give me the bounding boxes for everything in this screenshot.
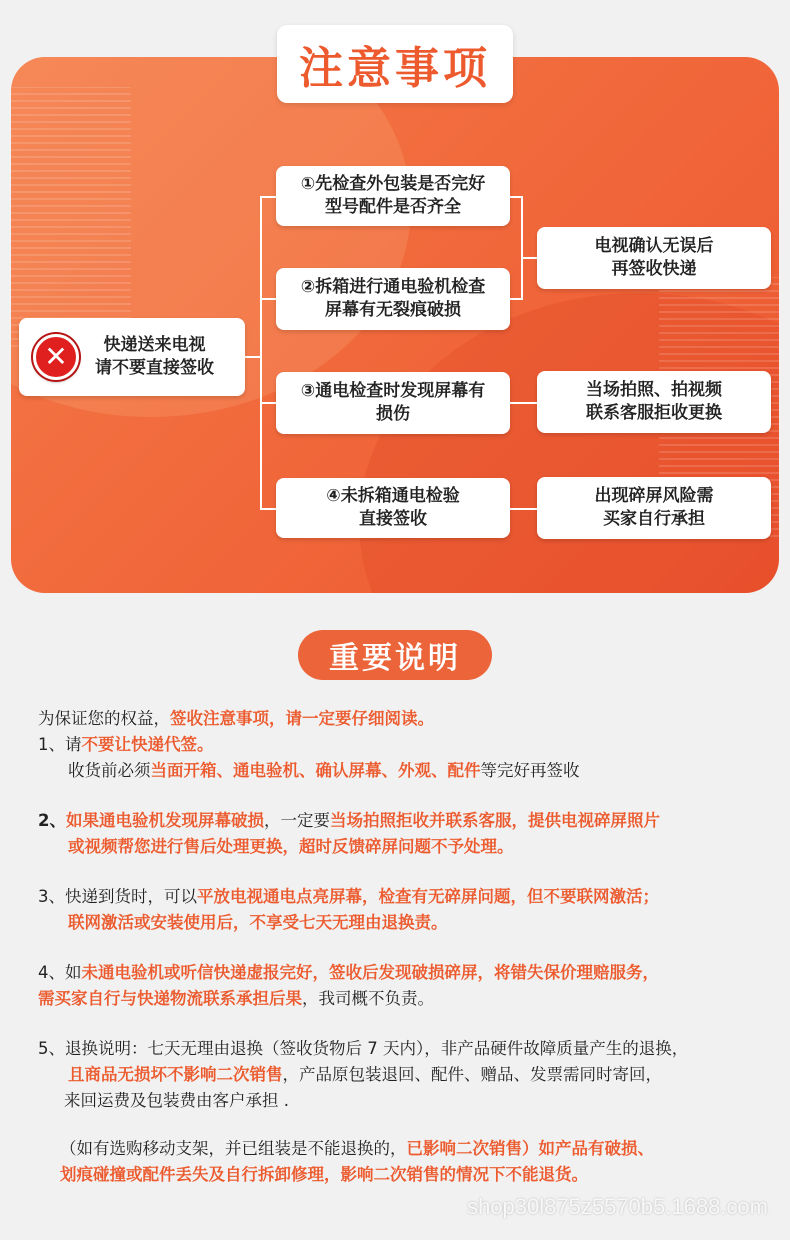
result-2-line2: 联系客服拒收更换 <box>586 403 722 423</box>
note-text: 3、快递到货时，可以 <box>38 887 197 906</box>
important-notes <box>38 706 758 1188</box>
note-2 <box>38 808 758 834</box>
note-text: 来回运费及包装费由客户承担 . <box>64 1091 289 1110</box>
note-6-cont <box>38 1162 758 1188</box>
note-highlight: 未通电验机或听信快递虚报完好，签收后发现破损碎屏，将错失保价理赔服务， <box>81 963 659 982</box>
connector <box>260 196 276 198</box>
note-text: ，产品原包装退回、配件、赠品、发票需同时寄回， <box>282 1065 662 1084</box>
notice-title-box <box>277 25 513 103</box>
section-title: 重要说明 <box>329 641 461 676</box>
connector <box>510 402 537 404</box>
connector <box>260 402 276 404</box>
connector <box>510 508 537 510</box>
warning-box <box>19 318 245 396</box>
note-text: 1、请 <box>38 735 82 754</box>
note-text: 为保证您的权益， <box>38 709 170 728</box>
step-1-line2: 型号配件是否齐全 <box>325 197 461 217</box>
note-3 <box>38 884 758 910</box>
note-highlight: 签收注意事项，请一定要仔细阅读。 <box>170 709 434 728</box>
page-title: 注意事项 <box>299 43 491 94</box>
step-1-line1: ①先检查外包装是否完好 <box>300 174 486 194</box>
note-5-cont2 <box>38 1088 758 1114</box>
note-highlight: 当场拍照拒收并联系客服，提供电视碎屏照片 <box>329 811 660 830</box>
note-highlight: 联网激活或安装使用后，不享受七天无理由退换责。 <box>68 913 448 932</box>
note-highlight: 划痕碰撞或配件丢失及自行拆卸修理，影响二次销售的情况下不能退货。 <box>60 1165 588 1184</box>
note-text: （如有选购移动支架，并已组装是不能退换的， <box>60 1139 407 1158</box>
result-2-line1: 当场拍照、拍视频 <box>586 380 722 400</box>
connector <box>260 298 276 300</box>
note-2-cont <box>38 834 758 860</box>
step-box-4 <box>276 478 510 538</box>
close-icon: ✕ <box>33 334 79 380</box>
step-3-line1: ③通电检查时发现屏幕有 <box>300 381 486 401</box>
note-text: 等完好再签收 <box>480 761 580 780</box>
note-text: ，我司概不负责。 <box>302 989 434 1008</box>
note-1-detail <box>38 758 758 784</box>
step-box-1 <box>276 166 510 226</box>
note-highlight: 如果通电验机发现屏幕破损 <box>65 811 264 830</box>
note-3-cont <box>38 910 758 936</box>
result-box-3 <box>537 477 771 539</box>
note-highlight: 已影响二次销售）如产品有破损、 <box>406 1139 654 1158</box>
step-4-line2: 直接签收 <box>359 509 427 529</box>
warning-line1: 快递送来电视 <box>103 335 206 355</box>
step-box-2 <box>276 268 510 330</box>
watermark: shop30l875z5570b5.1688.com <box>467 1194 768 1219</box>
result-3-line1: 出现碎屏风险需 <box>594 486 714 506</box>
result-box-2 <box>537 371 771 433</box>
note-1 <box>38 732 758 758</box>
note-intro <box>38 706 758 732</box>
note-highlight: 平放电视通电点亮屏幕，检查有无碎屏问题，但不要联网激活； <box>197 887 659 906</box>
result-1-line2: 再签收快递 <box>611 259 697 279</box>
section-title-ribbon <box>298 630 492 680</box>
note-text: 5、退换说明：七天无理由退换（签收货物后 7 天内），非产品硬件故障质量产生的退换， <box>38 1039 689 1058</box>
step-3-line2: 损伤 <box>376 404 410 424</box>
note-text: 2、 <box>38 811 66 830</box>
note-text: 收货前必须 <box>68 761 151 780</box>
result-1-line1: 电视确认无误后 <box>594 236 714 256</box>
connector <box>260 196 262 510</box>
note-highlight: 或视频帮您进行售后处理更换，超时反馈碎屏问题不予处理。 <box>68 837 514 856</box>
step-box-3 <box>276 372 510 434</box>
connector <box>260 508 276 510</box>
note-text: ，一定要 <box>263 811 330 830</box>
step-2-line1: ②拆箱进行通电验机检查 <box>300 277 486 297</box>
note-highlight: 且商品无损坏不影响二次销售 <box>68 1065 283 1084</box>
note-highlight: 当面开箱、通电验机、确认屏幕、外观、配件 <box>150 761 481 780</box>
note-4 <box>38 960 758 986</box>
note-highlight: 需买家自行与快递物流联系承担后果 <box>38 989 302 1008</box>
note-5 <box>38 1036 758 1062</box>
connector <box>245 356 261 358</box>
note-6 <box>38 1136 758 1162</box>
connector <box>521 257 537 259</box>
step-2-line2: 屏幕有无裂痕破损 <box>325 300 461 320</box>
note-4-cont <box>38 986 758 1012</box>
step-4-line1: ④未拆箱通电检验 <box>326 486 460 506</box>
note-5-cont <box>38 1062 758 1088</box>
note-highlight: 不要让快递代签。 <box>81 735 214 754</box>
warning-line2: 请不要直接签收 <box>95 358 214 378</box>
connector <box>521 196 523 300</box>
result-box-1 <box>537 227 771 289</box>
note-text: 4、如 <box>38 963 82 982</box>
result-3-line2: 买家自行承担 <box>603 509 705 529</box>
